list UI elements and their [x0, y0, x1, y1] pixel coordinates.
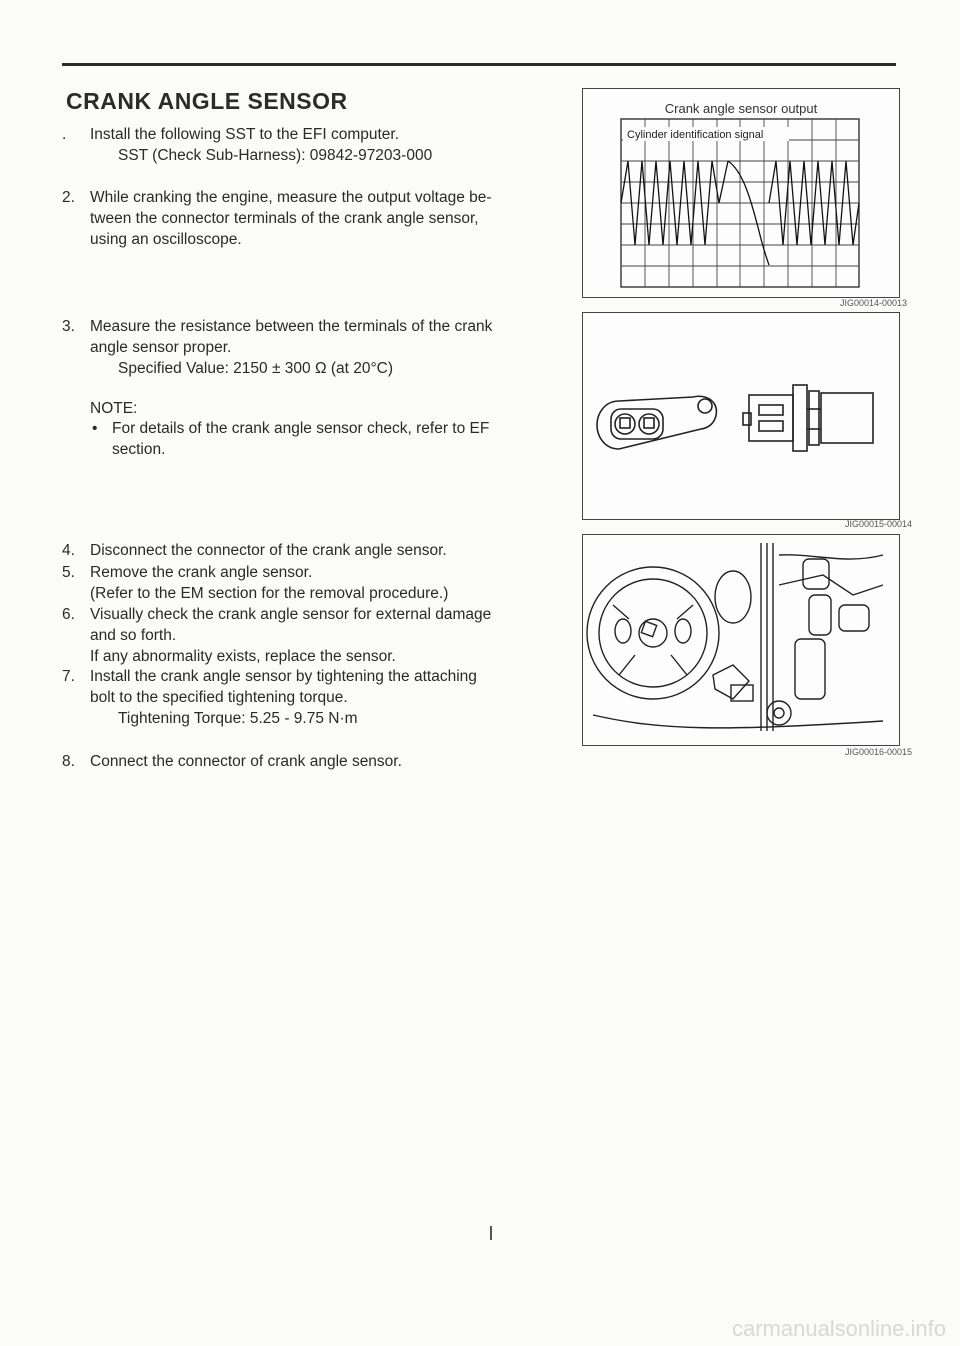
- step-line: and so forth.: [90, 627, 177, 644]
- figure-id: JIG00016-00015: [845, 747, 913, 757]
- figure-id: JIG00014-00013: [840, 298, 908, 308]
- step-number: 7.: [62, 668, 75, 685]
- step-5: [62, 562, 552, 604]
- step-spec: Specified Value: 2150 ± 300 Ω (at 20°C): [118, 360, 394, 377]
- scope-figure: [582, 88, 900, 298]
- step-line: angle sensor proper.: [90, 339, 232, 356]
- step-line: Measure the resistance between the terminals of the crank: [90, 318, 493, 335]
- step-number: .: [62, 126, 67, 143]
- sensor-figure: [582, 312, 900, 520]
- note-line: For details of the crank angle sensor check, refer to EF: [112, 420, 490, 437]
- watermark-site: carmanualsonline.info: [731, 1316, 946, 1341]
- step-line: tween the connector terminals of the crank angle sensor,: [90, 210, 479, 227]
- step-number: 3.: [62, 318, 75, 335]
- step-line: Install the following SST to the EFI computer.: [90, 126, 400, 143]
- figure-id: JIG00015-00014: [845, 519, 913, 529]
- bullet-dot: •: [92, 420, 98, 437]
- sensor-illustration: [583, 313, 899, 519]
- step-line: Connect the connector of crank angle sensor.: [90, 753, 402, 770]
- step-7: [62, 666, 552, 729]
- step-spec: SST (Check Sub-Harness): 09842-97203-000: [118, 147, 433, 164]
- note-bullet: [92, 418, 552, 460]
- step-line: If any abnormality exists, replace the sensor.: [90, 648, 396, 665]
- engine-figure: [582, 534, 900, 746]
- step-line: Install the crank angle sensor by tightening the attaching: [90, 668, 477, 685]
- step-2: [62, 187, 552, 250]
- step-4: [62, 540, 552, 561]
- note-heading: NOTE:: [90, 400, 138, 417]
- step-number: 5.: [62, 564, 75, 581]
- step-3: [62, 316, 552, 379]
- scope-title: Crank angle sensor output: [664, 101, 818, 116]
- step-line: Remove the crank angle sensor.: [90, 564, 313, 581]
- step-1: [62, 124, 552, 166]
- scope-waveform-illustration: [583, 89, 899, 297]
- step-line: (Refer to the EM section for the removal procedure.): [90, 585, 449, 602]
- step-line: using an oscilloscope.: [90, 231, 242, 248]
- step-number: 6.: [62, 606, 75, 623]
- page-mark: [490, 1226, 492, 1240]
- step-number: 8.: [62, 753, 75, 770]
- engine-illustration: [583, 535, 899, 745]
- page-title: CRANK ANGLE SENSOR: [66, 88, 348, 114]
- step-line: Visually check the crank angle sensor for external damage: [90, 606, 492, 623]
- step-line: Disconnect the connector of the crank angle sensor.: [90, 542, 447, 559]
- step-number: 2.: [62, 189, 75, 206]
- scope-signal-label: Cylinder identification signal: [627, 129, 764, 141]
- top-rule: [62, 63, 896, 66]
- note-line: section.: [112, 441, 166, 458]
- step-8: [62, 751, 552, 772]
- step-line: bolt to the specified tightening torque.: [90, 689, 348, 706]
- step-number: 4.: [62, 542, 75, 559]
- step-6: [62, 604, 552, 667]
- step-spec: Tightening Torque: 5.25 - 9.75 N·m: [118, 710, 358, 727]
- step-line: While cranking the engine, measure the output voltage be-: [90, 189, 492, 206]
